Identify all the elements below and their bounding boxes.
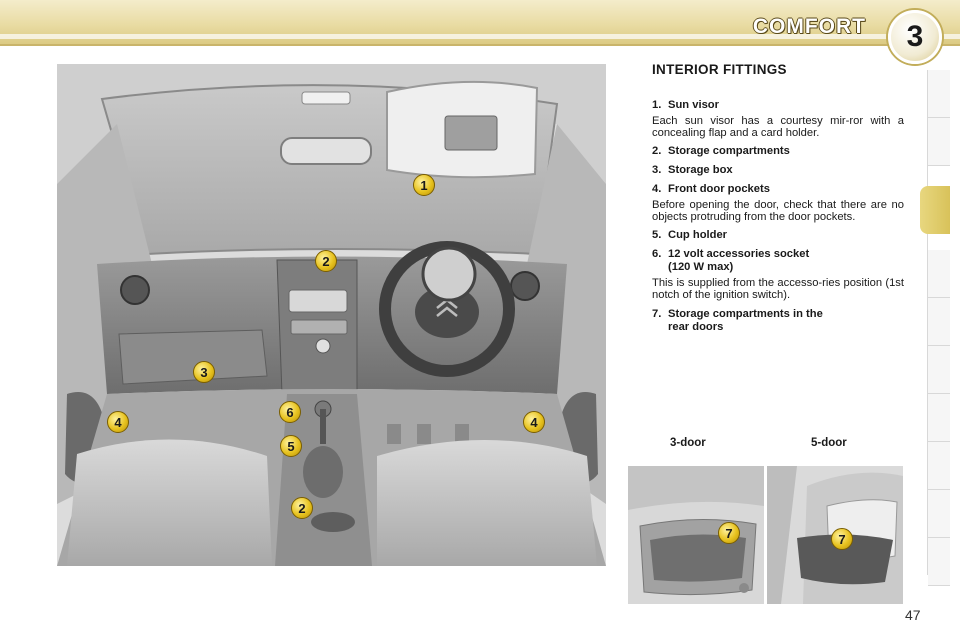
item-label: Storage box <box>668 164 733 177</box>
chapter-tab[interactable] <box>928 70 950 118</box>
chapter-tab[interactable] <box>928 394 950 442</box>
callout-rear-door-storage-5door: 7 <box>831 528 853 550</box>
item-title <box>652 248 904 274</box>
item-title <box>652 308 904 334</box>
three-door-label: 3-door <box>670 437 706 449</box>
five-door-label: 5-door <box>811 437 847 449</box>
chapter-title: COMFORT <box>752 15 866 38</box>
chapter-tab[interactable] <box>928 442 950 490</box>
interior-fittings-text <box>652 62 904 334</box>
interior-illustration <box>57 64 606 566</box>
chapter-number-badge: 3 <box>888 10 942 64</box>
item-number: 1. <box>652 99 662 111</box>
three-door-illustration <box>628 466 764 604</box>
chapter-tab[interactable] <box>928 490 950 538</box>
item-body: Before opening the door, check that there are no objects protruding from the door pockets. <box>652 199 904 223</box>
item-number: 6. <box>652 248 662 261</box>
item-number: 5. <box>652 229 662 242</box>
chapter-tab-active[interactable] <box>920 186 950 234</box>
callout-sun-visor: 1 <box>413 174 435 196</box>
chapter-header <box>0 0 960 46</box>
chapter-tabs <box>927 70 949 575</box>
chapter-tab[interactable] <box>928 346 950 394</box>
section-title: INTERIOR FITTINGS <box>652 62 787 77</box>
callout-storage-compartment-upper: 2 <box>315 250 337 272</box>
page-number: 47 <box>905 607 921 623</box>
chapter-tab[interactable] <box>928 118 950 166</box>
item-title <box>652 164 904 177</box>
callout-cup-holder: 5 <box>280 435 302 457</box>
item-title <box>652 99 904 112</box>
item-body: This is supplied from the accesso-ries position (1st notch of the ignition switch). <box>652 277 904 301</box>
three-door-drawing <box>628 466 764 604</box>
callout-front-door-pocket-left: 4 <box>107 411 129 433</box>
item-number: 4. <box>652 183 662 196</box>
item-body: Each sun visor has a courtesy mir-ror with a concealing flap and a card holder. <box>652 115 904 139</box>
callout-storage-box: 3 <box>193 361 215 383</box>
interior-drawing <box>57 64 606 566</box>
item-label: Front door pockets <box>668 183 770 196</box>
item-number: 7. <box>652 307 662 320</box>
item-number: 3. <box>652 164 662 177</box>
chapter-tab[interactable] <box>928 538 950 586</box>
chapter-tab[interactable] <box>928 250 950 298</box>
item-label: Cup holder <box>668 229 728 242</box>
item-title <box>652 183 904 196</box>
callout-rear-door-storage-3door: 7 <box>718 522 740 544</box>
chapter-tab[interactable] <box>928 298 950 346</box>
callout-storage-compartment-lower: 2 <box>291 497 313 519</box>
item-title <box>652 145 904 158</box>
item-number: 2. <box>652 145 662 158</box>
item-label: Storage compartments <box>668 145 790 158</box>
item-label: Sun visor <box>668 99 719 111</box>
callout-front-door-pocket-right: 4 <box>523 411 545 433</box>
item-label: 12 volt accessories socket <box>668 248 810 261</box>
item-label: Storage compartments in the <box>668 307 823 320</box>
callout-accessories-socket: 6 <box>279 401 301 423</box>
item-title <box>652 229 904 242</box>
five-door-illustration <box>767 466 903 604</box>
item-label-continued: (120 W max) <box>668 261 734 274</box>
item-label-continued: rear doors <box>668 320 724 333</box>
